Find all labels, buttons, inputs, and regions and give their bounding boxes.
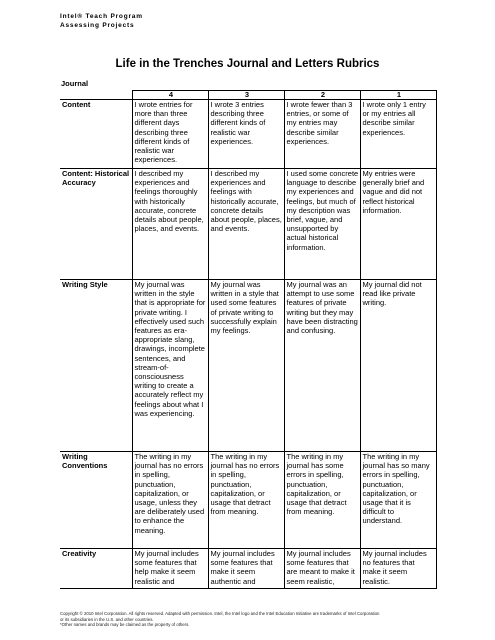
rubric-row-creativity (60, 549, 436, 589)
rubric-row-writing-style (60, 280, 436, 452)
section-label: Journal (61, 79, 89, 88)
copyright-footer (60, 611, 440, 628)
rubric-cell: My journal includes some features that help make it seem realistic and (132, 549, 208, 589)
rubric-cell: I wrote 3 entries describing three different kinds of realistic war experiences. (208, 100, 284, 169)
rubric-table (60, 90, 437, 589)
criterion-label: Writing Style (60, 280, 132, 452)
rubric-cell: I wrote fewer than 3 entries, or some of my entries may describe similar experiences. (284, 100, 360, 169)
criterion-label: Creativity (60, 549, 132, 589)
rubric-row-content (60, 100, 436, 169)
program-name: Intel® Teach Program (60, 13, 143, 20)
footer-line: or its subsidiaries in the U.S. and other countries. (60, 616, 154, 622)
page-title: Life in the Trenches Journal and Letters Rubrics (115, 58, 380, 70)
rubric-cell: The writing in my journal has some errors in spelling, punctuation, capitalization, or usage that detract from meaning. (284, 452, 360, 549)
rubric-cell: My entries were generally brief and vague and did not reflect historical information. (360, 169, 436, 280)
header-subtitle: Assessing Projects (60, 22, 135, 29)
score-header-row (60, 91, 436, 100)
rubric-cell: I wrote entries for more than three different days describing three different kinds of realistic war experiences. (132, 100, 208, 169)
rubric-cell: The writing in my journal has no errors in spelling, punctuation, capitalization, or usage, unless they are deliberately used to enhance the meaning. (132, 452, 208, 549)
rubric-cell: My journal includes some features that are meant to make it seem realistic, (284, 549, 360, 589)
score-header: 4 (132, 91, 208, 100)
header-blank-cell (60, 91, 132, 100)
rubric-cell: My journal did not read like private writing. (360, 280, 436, 452)
document-header (60, 12, 143, 30)
rubric-cell: My journal includes no features that make it seem realistic. (360, 549, 436, 589)
rubric-cell: My journal was an attempt to use some features of private writing but they may have been distracting and confusing. (284, 280, 360, 452)
rubric-cell: I used some concrete language to describe my experiences and feelings, but much of my description was brief, vague, and unsupported by actual historical information. (284, 169, 360, 280)
rubric-cell: I wrote only 1 entry or my entries all describe similar experiences. (360, 100, 436, 169)
criterion-label: Content (60, 100, 132, 169)
rubric-cell: The writing in my journal has no errors in spelling, punctuation, capitalization, or usage that detract from meaning. (208, 452, 284, 549)
score-header: 1 (360, 91, 436, 100)
footer-line: Copyright © 2010 Intel Corporation. All rights reserved. Adapted with permission. Intel, the Intel logo and the Intel Education Initiative are trademarks of Intel Corporation (60, 611, 380, 616)
rubric-cell: My journal includes some features that make it seem authentic and (208, 549, 284, 589)
criterion-label: Writing Conventions (60, 452, 132, 549)
rubric-row-writing-conventions (60, 452, 436, 549)
footer-line: *Other names and brands may be claimed as the property of others. (60, 622, 190, 627)
score-header: 2 (284, 91, 360, 100)
rubric-cell: The writing in my journal has so many errors in spelling, punctuation, capitalization, or usage that it is difficult to understand. (360, 452, 436, 549)
criterion-label: Content: Historical Accuracy (60, 169, 132, 280)
rubric-cell: I described my experiences and feelings thoroughly with historically accurate, concrete details about people, places, and events. (132, 169, 208, 280)
rubric-cell: My journal was written in the style that is appropriate for private writing. I effectively used such features as era-appropriate slang, drawings, incomplete sentences, and stream-of-consciousness writing to create a accurately reflect my feelings about what I was experiencing. (132, 280, 208, 452)
rubric-cell: I described my experiences and feelings with historically accurate, concrete details about people, places, and events. (208, 169, 284, 280)
score-header: 3 (208, 91, 284, 100)
rubric-cell: My journal was written in a style that used some features of private writing to successfully explain my feelings. (208, 280, 284, 452)
rubric-row-historical-accuracy (60, 169, 436, 280)
